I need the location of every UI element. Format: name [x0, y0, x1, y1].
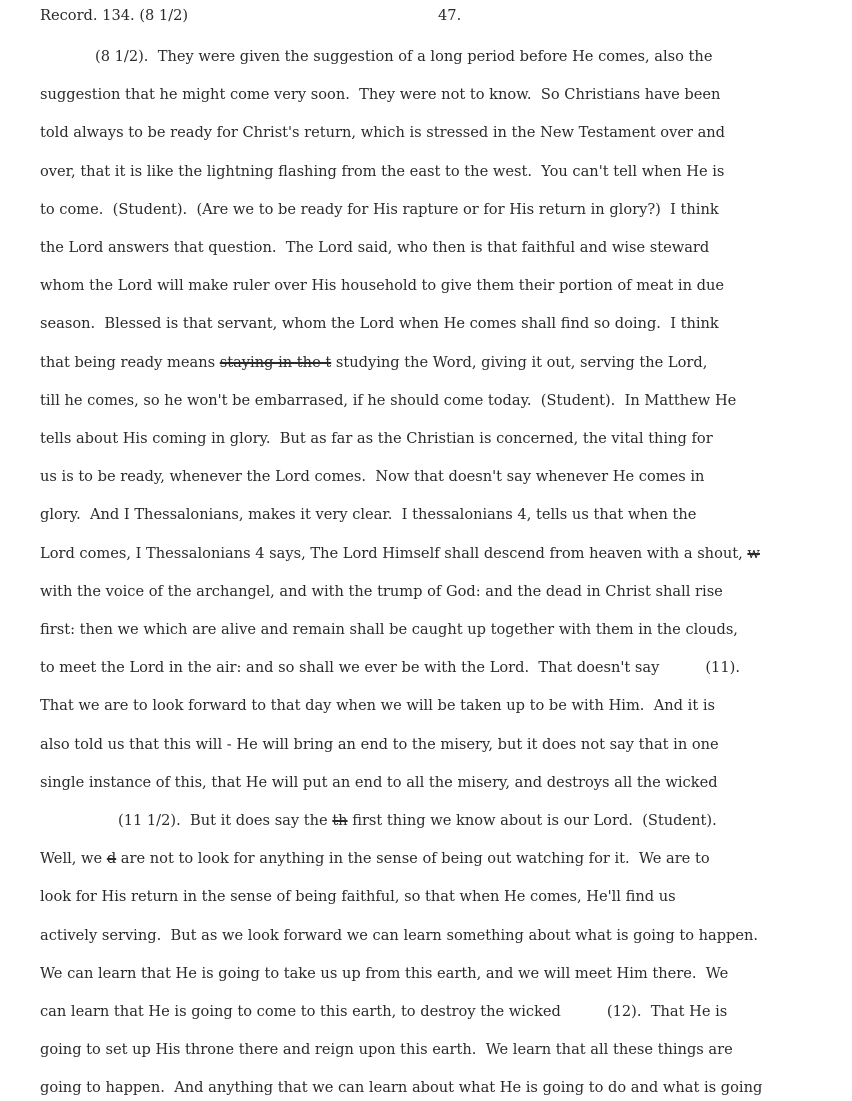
- text-line: [40, 887, 676, 907]
- struck-text: w: [747, 544, 760, 562]
- text-segment: till he comes, so he won't be embarrased, if he should come today. (Student). In Matthew He: [40, 391, 737, 409]
- text-segment: also told us that this will - He will bring an end to the misery, but it does not say that in one: [40, 735, 719, 753]
- text-line: [40, 314, 719, 334]
- text-segment: going to set up His throne there and reign upon this earth. We learn that all these things are: [40, 1041, 733, 1059]
- text-segment: can learn that He is going to come to this earth, to destroy the wicked: [40, 1003, 561, 1020]
- text-segment: over, that it is like the lightning flashing from the east to the west. You can't tell when He is: [40, 162, 725, 180]
- text-segment: the Lord answers that question. The Lord said, who then is that faithful and wise steward: [40, 239, 710, 256]
- text-line: [40, 1040, 733, 1060]
- text-segment: to come. (Student). (Are we to be ready for His rapture or for His return in glory?) I think: [40, 200, 719, 218]
- text-segment: are not to look for anything in the sense of being out watching for it. We are to: [116, 850, 710, 868]
- text-segment: look for His return in the sense of being faithful, so that when He comes, He'll find us: [40, 888, 676, 906]
- page-number: 47.: [438, 7, 462, 24]
- text-segment: going to happen. And anything that we can learn about what He is going to do and what is going: [40, 1079, 763, 1097]
- text-line: [40, 238, 709, 258]
- text-line: [40, 429, 713, 449]
- text-segment: tells about His coming in glory. But as far as the Christian is concerned, the vital thing for: [40, 430, 713, 447]
- text-line: [40, 849, 710, 869]
- text-segment: Lord comes, I Thessalonians 4 says, The Lord Himself shall descend from heaven with a shout,: [40, 544, 748, 562]
- text-segment: whom the Lord will make ruler over His household to give them their portion of meat in due: [40, 277, 724, 295]
- text-line: [40, 391, 736, 411]
- text-segment: That we are to look forward to that day when we will be taken up to be with Him. And it is: [40, 697, 715, 715]
- text-segment: season. Blessed is that servant, whom the Lord when He comes shall find so doing. I think: [40, 315, 719, 333]
- text-line: [40, 658, 740, 678]
- text-segment: that being ready means: [40, 353, 220, 371]
- text-segment: to meet the Lord in the air: and so shall we ever be with the Lord. That doesn't say: [40, 659, 660, 677]
- text-line: [40, 544, 760, 564]
- struck-text: staying in the t: [219, 353, 332, 371]
- text-line: [40, 1078, 762, 1098]
- text-line: [40, 773, 718, 793]
- text-segment: (8 1/2). They were given the suggestion of a long period before He comes, also the: [95, 48, 713, 65]
- text-line: [40, 123, 725, 143]
- text-line: [118, 811, 717, 831]
- text-segment: suggestion that he might come very soon. They were not to know. So Christians have been: [40, 86, 721, 104]
- text-segment: glory. And I Thessalonians, makes it very clear. I thessalonians 4, tells us that when the: [40, 506, 697, 524]
- text-segment: Well, we: [40, 850, 107, 868]
- text-segment: (12). That He is: [606, 1003, 728, 1020]
- text-segment: first thing we know about is our Lord. (Student).: [347, 812, 717, 829]
- struck-text: d: [106, 850, 117, 868]
- text-line: [40, 1002, 727, 1022]
- page-header-record: Record. 134. (8 1/2): [40, 7, 189, 24]
- text-line: [40, 926, 758, 946]
- text-line: [40, 505, 696, 525]
- text-segment: with the voice of the archangel, and with the trump of God: and the dead in Christ shall rise: [40, 582, 723, 600]
- text-line: [95, 47, 712, 67]
- text-line: [40, 162, 724, 182]
- text-segment: (11).: [705, 659, 740, 677]
- text-segment: actively serving. But as we look forward we can learn something about what is going to happen.: [40, 926, 759, 944]
- text-segment: told always to be ready for Christ's return, which is stressed in the New Testament over and: [40, 124, 726, 142]
- text-line: [40, 620, 738, 640]
- text-line: [40, 85, 720, 105]
- text-line: [40, 467, 704, 487]
- text-line: [40, 276, 724, 296]
- text-segment: We can learn that He is going to take us up from this earth, and we will meet Him there. We: [40, 964, 729, 982]
- text-segment: single instance of this, that He will put an end to all the misery, and destroys all the wicked: [40, 773, 718, 791]
- text-line: [40, 696, 715, 716]
- text-line: [40, 200, 719, 220]
- text-line: [40, 964, 728, 984]
- text-segment: (11 1/2). But it does say the: [118, 812, 333, 829]
- text-segment: studying the Word, giving it out, serving the Lord,: [331, 353, 708, 371]
- struck-text: th: [332, 812, 348, 829]
- text-segment: first: then we which are alive and remain shall be caught up together with them in the clouds,: [40, 621, 738, 638]
- text-line: [40, 353, 707, 373]
- text-segment: us is to be ready, whenever the Lord comes. Now that doesn't say whenever He comes in: [40, 468, 705, 486]
- text-line: [40, 582, 723, 602]
- text-line: [40, 735, 719, 755]
